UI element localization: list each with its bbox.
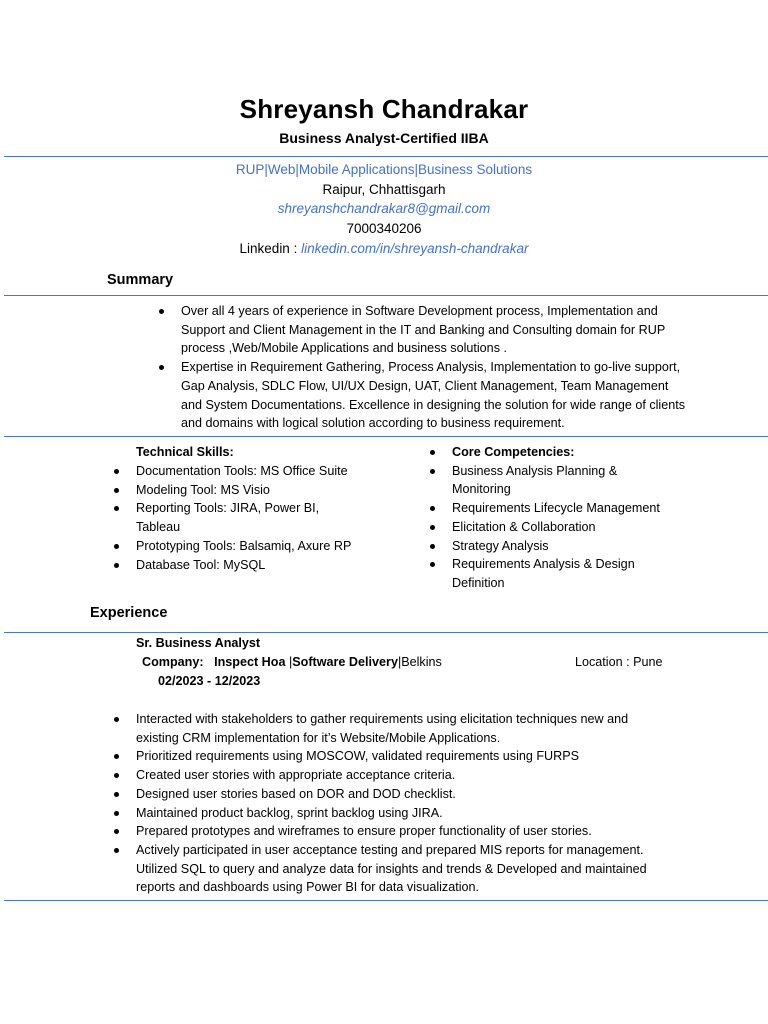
candidate-name: Shreyansh Chandrakar: [239, 94, 529, 124]
company-line: [142, 653, 442, 672]
list-item: Maintained product backlog, sprint backlog using JIRA.: [136, 804, 656, 823]
tagline: RUP|Web|Mobile Applications|Business Solutions: [235, 162, 533, 177]
company-separator: |: [288, 655, 293, 669]
list-item: Actively participated in user acceptance testing and prepared MIS reports for management. Utilized SQL to query and analyze data for insights and trends & Developed and maintained reports and dashboards using Power BI for data visualization.: [136, 841, 656, 897]
candidate-title: Business Analyst-Certified IIBA: [279, 130, 489, 146]
divider: [4, 632, 768, 633]
core-competencies-list: [452, 443, 677, 593]
company-name: Inspect Hoa: [214, 655, 286, 669]
list-item: Database Tool: MySQL: [136, 556, 361, 575]
divider: [4, 436, 768, 437]
email-link[interactable]: shreyanshchandrakar8@gmail.com: [277, 201, 491, 216]
list-item: Requirements Analysis & Design Definition: [452, 555, 677, 592]
company-separator: |: [397, 655, 402, 669]
list-item: Prototyping Tools: Balsamiq, Axure RP: [136, 537, 361, 556]
job-role: Sr. Business Analyst: [136, 636, 261, 650]
company-department: Software Delivery: [292, 655, 398, 669]
list-item: Reporting Tools: JIRA, Power BI, Tableau: [136, 499, 361, 536]
experience-heading: Experience: [90, 605, 168, 621]
job-dates: 02/2023 - 12/2023: [158, 674, 261, 688]
location: Raipur, Chhattisgarh: [322, 182, 446, 197]
list-item: Prioritized requirements using MOSCOW, validated requirements using FURPS: [136, 747, 656, 766]
job-location: Location : Pune: [575, 655, 663, 669]
summary-heading: Summary: [107, 272, 174, 288]
company-client: Belkins: [401, 655, 442, 669]
summary-item: Expertise in Requirement Gathering, Process Analysis, Implementation to go-live support, Gap Analysis, SDLC Flow, UI/UX Design, UAT, Client Management, Team Management and System Documentations. Excellence in designing the solution for wide range of clients and domains with logical solution according to business requirement.: [181, 358, 686, 433]
list-item: Modeling Tool: MS Visio: [136, 481, 361, 500]
technical-skills-list: [136, 462, 361, 574]
company-label: Company:: [142, 655, 204, 669]
summary-item: Over all 4 years of experience in Software Development process, Implementation and Support and Client Management in the IT and Banking and Consulting domain for RUP process ,Web/Mobile Applications and business solutions .: [181, 302, 686, 358]
list-item: Interacted with stakeholders to gather requirements using elicitation techniques new and existing CRM implementation for it’s Website/Mobile Applications.: [136, 710, 656, 747]
experience-list: [136, 710, 656, 897]
list-item: Designed user stories based on DOR and DOD checklist.: [136, 785, 656, 804]
linkedin-label: Linkedin :: [239, 241, 302, 256]
linkedin-link[interactable]: linkedin.com/in/shreyansh-chandrakar: [301, 241, 529, 256]
list-item: Created user stories with appropriate acceptance criteria.: [136, 766, 656, 785]
divider: [4, 900, 768, 901]
linkedin-line: [0, 241, 768, 256]
core-competencies-heading: Core Competencies:: [452, 443, 677, 462]
list-item: Business Analysis Planning & Monitoring: [452, 462, 677, 499]
summary-list: [181, 302, 686, 433]
phone: 7000340206: [346, 221, 422, 236]
divider: [4, 295, 768, 296]
divider: [4, 156, 768, 157]
list-item: Elicitation & Collaboration: [452, 518, 677, 537]
technical-skills-heading: Technical Skills:: [136, 445, 234, 459]
list-item: Requirements Lifecycle Management: [452, 499, 677, 518]
list-item: Prepared prototypes and wireframes to ensure proper functionality of user stories.: [136, 822, 656, 841]
list-item: Strategy Analysis: [452, 537, 677, 556]
list-item: Documentation Tools: MS Office Suite: [136, 462, 361, 481]
